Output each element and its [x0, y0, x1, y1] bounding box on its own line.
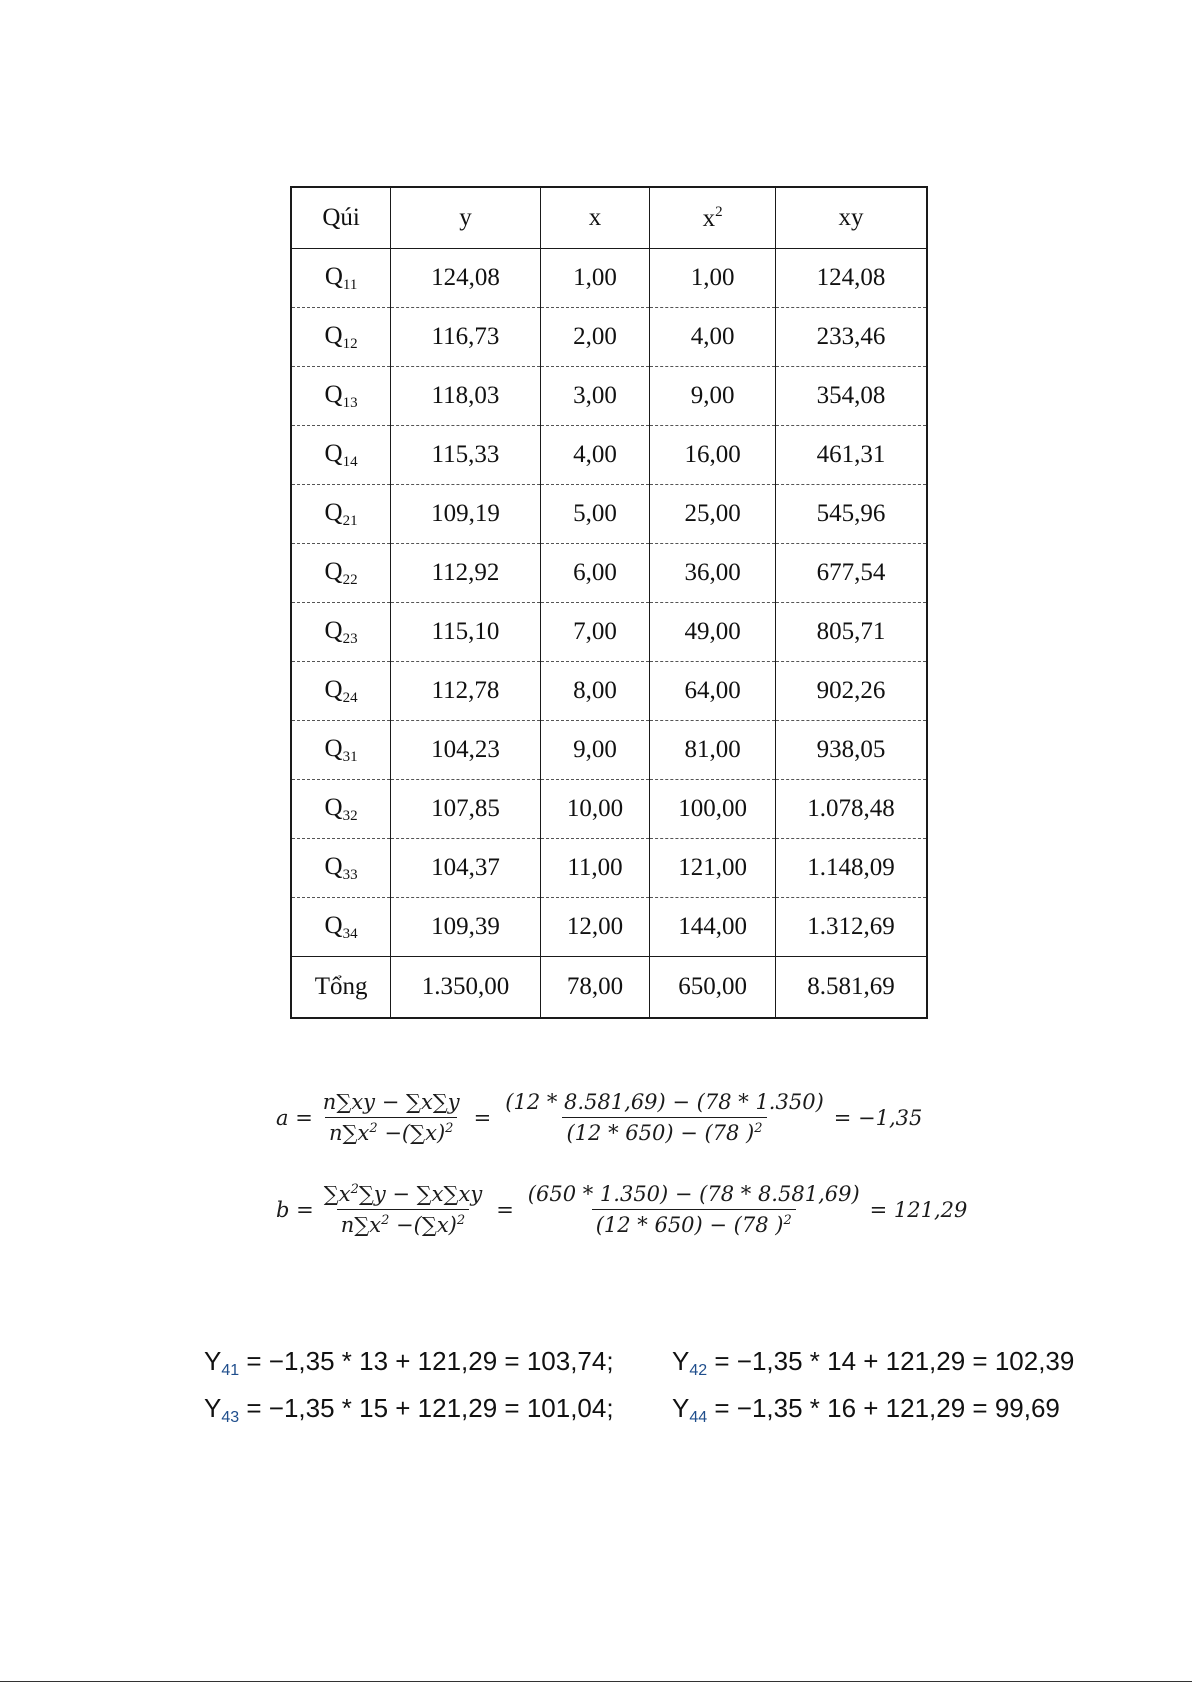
x2-cell: 49,00 — [650, 603, 776, 662]
formula-a-lhs: a = — [276, 1105, 313, 1130]
quarter-cell — [291, 839, 391, 898]
formula-b-den-exp: 2 — [381, 1213, 390, 1228]
forecast-y44 — [672, 1393, 1060, 1427]
x-cell: 3,00 — [540, 367, 650, 426]
y-cell: 109,19 — [391, 485, 541, 544]
formula-a — [276, 1090, 922, 1145]
x-cell: 1,00 — [540, 249, 650, 308]
xy-cell: 1.148,09 — [775, 839, 927, 898]
x-cell: 12,00 — [540, 898, 650, 957]
quarter-index: 31 — [342, 748, 358, 765]
formula-a-den-exp: 2 — [445, 1121, 454, 1136]
header-y: y — [391, 187, 541, 249]
quarter-cell — [291, 485, 391, 544]
quarter-cell — [291, 780, 391, 839]
formula-b-den-part: n∑x — [340, 1213, 382, 1237]
x2-cell: 36,00 — [650, 544, 776, 603]
forecast-index: 43 — [221, 1409, 240, 1426]
table-row — [291, 721, 927, 780]
x-cell: 4,00 — [540, 426, 650, 485]
y-cell: 116,73 — [391, 308, 541, 367]
quarter-letter: Q — [324, 439, 343, 467]
formula-b-calc-den: (12 * 650) − (78 ) — [595, 1213, 784, 1237]
xy-cell: 677,54 — [775, 544, 927, 603]
total-x2: 650,00 — [650, 957, 776, 1019]
quarter-letter: Q — [324, 734, 343, 762]
x-cell: 5,00 — [540, 485, 650, 544]
quarter-index: 13 — [342, 394, 358, 411]
forecast-symbol: Y — [672, 1346, 690, 1376]
formula-b-calc-exp: 2 — [783, 1213, 792, 1228]
y-cell: 115,33 — [391, 426, 541, 485]
table-row — [291, 249, 927, 308]
total-y: 1.350,00 — [391, 957, 541, 1019]
table-row — [291, 898, 927, 957]
forecast-y43 — [204, 1393, 614, 1427]
x2-cell: 16,00 — [650, 426, 776, 485]
formula-a-calc-exp: 2 — [754, 1121, 763, 1136]
quarter-letter: Q — [324, 380, 343, 408]
forecast-y41 — [204, 1346, 614, 1380]
quarter-index: 21 — [342, 512, 358, 529]
xy-cell: 461,31 — [775, 426, 927, 485]
formula-b-numeric-numerator: (650 * 1.350) − (78 * 8.581,69) — [527, 1182, 860, 1206]
quarter-index: 11 — [342, 276, 358, 293]
forecast-index: 41 — [221, 1362, 240, 1379]
formula-b-den-part: −(∑x) — [389, 1213, 457, 1237]
x2-cell: 100,00 — [650, 780, 776, 839]
table-row — [291, 839, 927, 898]
x2-cell: 121,00 — [650, 839, 776, 898]
formula-b-lhs: b = — [276, 1197, 314, 1222]
x2-cell: 25,00 — [650, 485, 776, 544]
table-row — [291, 662, 927, 721]
header-x-squared — [650, 187, 776, 249]
formula-b-symbolic-numerator — [320, 1182, 486, 1209]
quarter-cell — [291, 662, 391, 721]
y-cell: 112,92 — [391, 544, 541, 603]
x2-cell: 9,00 — [650, 367, 776, 426]
formula-a-result: = −1,35 — [833, 1105, 923, 1130]
quarter-cell — [291, 308, 391, 367]
x-cell: 8,00 — [540, 662, 650, 721]
forecast-index: 42 — [689, 1362, 708, 1379]
xy-cell: 545,96 — [775, 485, 927, 544]
quarter-cell — [291, 426, 391, 485]
x2-cell: 4,00 — [650, 308, 776, 367]
header-x2-base: x — [702, 204, 716, 232]
quarter-index: 32 — [342, 807, 358, 824]
x-cell: 9,00 — [540, 721, 650, 780]
quarter-letter: Q — [324, 793, 343, 821]
quarter-letter: Q — [324, 557, 343, 585]
formula-a-symbolic-numerator: n∑xy − ∑x∑y — [322, 1090, 460, 1114]
formula-a-numeric-fraction — [501, 1090, 828, 1145]
formula-b-numeric-denominator — [592, 1209, 796, 1237]
quarter-cell — [291, 544, 391, 603]
y-cell: 104,37 — [391, 839, 541, 898]
equals-sign: = — [473, 1105, 492, 1130]
x-cell: 10,00 — [540, 780, 650, 839]
table-row — [291, 367, 927, 426]
total-label: Tổng — [291, 957, 391, 1019]
header-quarter: Qúi — [291, 187, 391, 249]
total-xy: 8.581,69 — [775, 957, 927, 1019]
forecast-expression: = −1,35 * 16 + 121,29 = 99,69 — [707, 1393, 1060, 1423]
xy-cell: 1.312,69 — [775, 898, 927, 957]
quarter-index: 22 — [342, 571, 358, 588]
quarter-index: 14 — [342, 453, 358, 470]
forecast-symbol: Y — [204, 1393, 222, 1423]
quarter-cell — [291, 898, 391, 957]
quarter-letter: Q — [324, 498, 343, 526]
xy-cell: 902,26 — [775, 662, 927, 721]
formula-a-den-part: n∑x — [329, 1121, 370, 1145]
formula-b-den-exp: 2 — [456, 1213, 466, 1228]
formula-b-numeric-fraction — [524, 1182, 864, 1237]
quarter-cell — [291, 603, 391, 662]
quarter-letter: Q — [324, 616, 343, 644]
x2-cell: 144,00 — [650, 898, 776, 957]
forecast-expression: = −1,35 * 15 + 121,29 = 101,04; — [239, 1393, 614, 1423]
y-cell: 124,08 — [391, 249, 541, 308]
formula-a-symbolic-fraction — [319, 1090, 464, 1145]
forecast-expression: = −1,35 * 14 + 121,29 = 102,39 — [707, 1346, 1075, 1376]
xy-cell: 805,71 — [775, 603, 927, 662]
formula-a-den-exp: 2 — [369, 1121, 378, 1136]
formula-a-numeric-denominator — [562, 1117, 766, 1145]
regression-table — [290, 186, 928, 1019]
quarter-letter: Q — [324, 321, 343, 349]
header-xy: xy — [775, 187, 927, 249]
header-x: x — [540, 187, 650, 249]
xy-cell: 1.078,48 — [775, 780, 927, 839]
xy-cell: 938,05 — [775, 721, 927, 780]
y-cell: 112,78 — [391, 662, 541, 721]
formula-b-num-part: ∑x — [323, 1182, 351, 1206]
y-cell: 104,23 — [391, 721, 541, 780]
quarter-cell — [291, 367, 391, 426]
xy-cell: 124,08 — [775, 249, 927, 308]
table-row — [291, 544, 927, 603]
formula-a-den-part: −(∑x) — [377, 1121, 446, 1145]
table-row — [291, 485, 927, 544]
xy-cell: 233,46 — [775, 308, 927, 367]
formula-b — [276, 1182, 967, 1237]
table-body — [291, 249, 927, 1019]
forecast-symbol: Y — [672, 1393, 690, 1423]
table-header-row — [291, 187, 927, 249]
table-row — [291, 308, 927, 367]
formula-b-num-part: ∑y − ∑x∑xy — [358, 1182, 483, 1206]
header-x2-exp: 2 — [715, 203, 723, 220]
x2-cell: 1,00 — [650, 249, 776, 308]
quarter-cell — [291, 249, 391, 308]
page-footer-rule — [0, 1681, 1192, 1682]
quarter-index: 24 — [342, 689, 358, 706]
quarter-letter: Q — [324, 852, 343, 880]
quarter-index: 12 — [342, 335, 358, 352]
table-row — [291, 426, 927, 485]
table-row — [291, 780, 927, 839]
table-row — [291, 603, 927, 662]
formula-a-calc-den: (12 * 650) − (78 ) — [566, 1121, 755, 1145]
equals-sign: = — [496, 1197, 514, 1222]
x-cell: 7,00 — [540, 603, 650, 662]
quarter-letter: Q — [324, 911, 343, 939]
y-cell: 107,85 — [391, 780, 541, 839]
total-row — [291, 957, 927, 1019]
formula-b-symbolic-fraction — [320, 1182, 486, 1237]
quarter-index: 34 — [342, 925, 358, 942]
total-x: 78,00 — [540, 957, 650, 1019]
forecast-y42 — [672, 1346, 1074, 1380]
forecast-index: 44 — [689, 1409, 708, 1426]
y-cell: 118,03 — [391, 367, 541, 426]
x-cell: 6,00 — [540, 544, 650, 603]
quarter-index: 33 — [342, 866, 358, 883]
formula-a-symbolic-denominator — [325, 1117, 457, 1145]
forecast-symbol: Y — [204, 1346, 222, 1376]
x-cell: 2,00 — [540, 308, 650, 367]
quarter-letter: Q — [324, 262, 343, 290]
formula-b-num-exp: 2 — [350, 1182, 359, 1197]
x2-cell: 81,00 — [650, 721, 776, 780]
quarter-letter: Q — [324, 675, 343, 703]
x-cell: 11,00 — [540, 839, 650, 898]
formula-b-result: = 121,29 — [869, 1197, 968, 1222]
x2-cell: 64,00 — [650, 662, 776, 721]
y-cell: 109,39 — [391, 898, 541, 957]
forecast-expression: = −1,35 * 13 + 121,29 = 103,74; — [239, 1346, 614, 1376]
quarter-index: 23 — [342, 630, 358, 647]
formula-b-symbolic-denominator — [337, 1209, 469, 1237]
xy-cell: 354,08 — [775, 367, 927, 426]
formula-a-numeric-numerator: (12 * 8.581,69) − (78 * 1.350) — [505, 1090, 824, 1114]
y-cell: 115,10 — [391, 603, 541, 662]
quarter-cell — [291, 721, 391, 780]
